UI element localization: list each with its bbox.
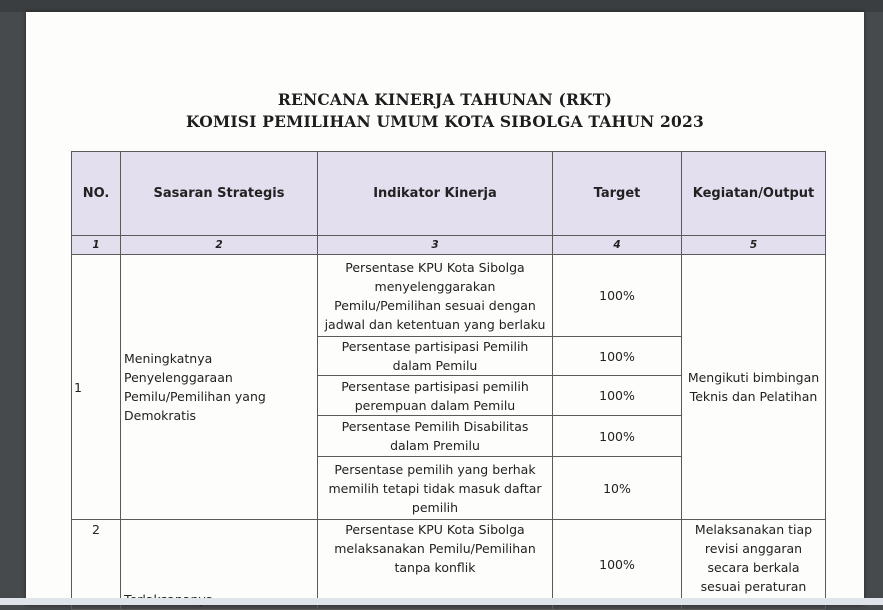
rkt-table — [71, 151, 826, 610]
viewer-top-bar — [0, 0, 883, 12]
viewer-bottom-bar — [0, 598, 883, 605]
row-indikator: Persentase partisipasi Pemilih dalam Pemilu — [318, 337, 553, 376]
row-sasaran: Meningkatnya Penyelenggaraan Pemilu/Pemilihan yang Demokratis — [121, 255, 318, 520]
table-row — [72, 255, 826, 337]
header-sasaran: Sasaran Strategis — [121, 152, 318, 236]
row-indikator: Persentase KPU Kota Sibolga melaksanakan Pemilu/Pemilihan tanpa konflik — [318, 520, 553, 610]
row-indikator: Persentase KPU Kota Sibolga menyelenggarakan Pemilu/Pemilihan sesuai dengan jadwal dan ketentuan yang berlaku — [318, 255, 553, 337]
row-sasaran — [121, 520, 318, 610]
header-target: Target — [553, 152, 682, 236]
header-indikator: Indikator Kinerja — [318, 152, 553, 236]
document-subtitle: KOMISI PEMILIHAN UMUM KOTA SIBOLGA TAHUN 2023 — [186, 112, 704, 131]
column-number: 5 — [682, 236, 826, 255]
document-page — [26, 12, 864, 605]
row-indikator: Persentase Pemilih Disabilitas dalam Premilu — [318, 416, 553, 457]
row-target: 100% — [553, 520, 682, 610]
header-no: NO. — [72, 152, 121, 236]
row-kegiatan: Mengikuti bimbingan Teknis dan Pelatihan — [682, 255, 826, 520]
row-indikator: Persentase pemilih yang berhak memilih tetapi tidak masuk daftar pemilih — [318, 457, 553, 520]
row-target: 100% — [553, 255, 682, 337]
row-target: 100% — [553, 376, 682, 416]
document-title: RENCANA KINERJA TAHUNAN (RKT) — [277, 90, 613, 109]
column-number: 4 — [553, 236, 682, 255]
row-kegiatan: Melaksanakan tiap revisi anggaran secara berkala sesuai peraturan — [682, 520, 826, 610]
column-number-row — [72, 236, 826, 255]
row-no: 1 — [72, 255, 121, 520]
row-indikator: Persentase partisipasi pemilih perempuan dalam Pemilu — [318, 376, 553, 416]
row-no: 2 — [72, 520, 121, 610]
table-row — [72, 520, 826, 610]
row-target: 10% — [553, 457, 682, 520]
row-target: 100% — [553, 337, 682, 376]
column-number: 2 — [121, 236, 318, 255]
column-number: 3 — [318, 236, 553, 255]
column-number: 1 — [72, 236, 121, 255]
row-target: 100% — [553, 416, 682, 457]
header-kegiatan: Kegiatan/Output — [682, 152, 826, 236]
table-header-row — [72, 152, 826, 236]
